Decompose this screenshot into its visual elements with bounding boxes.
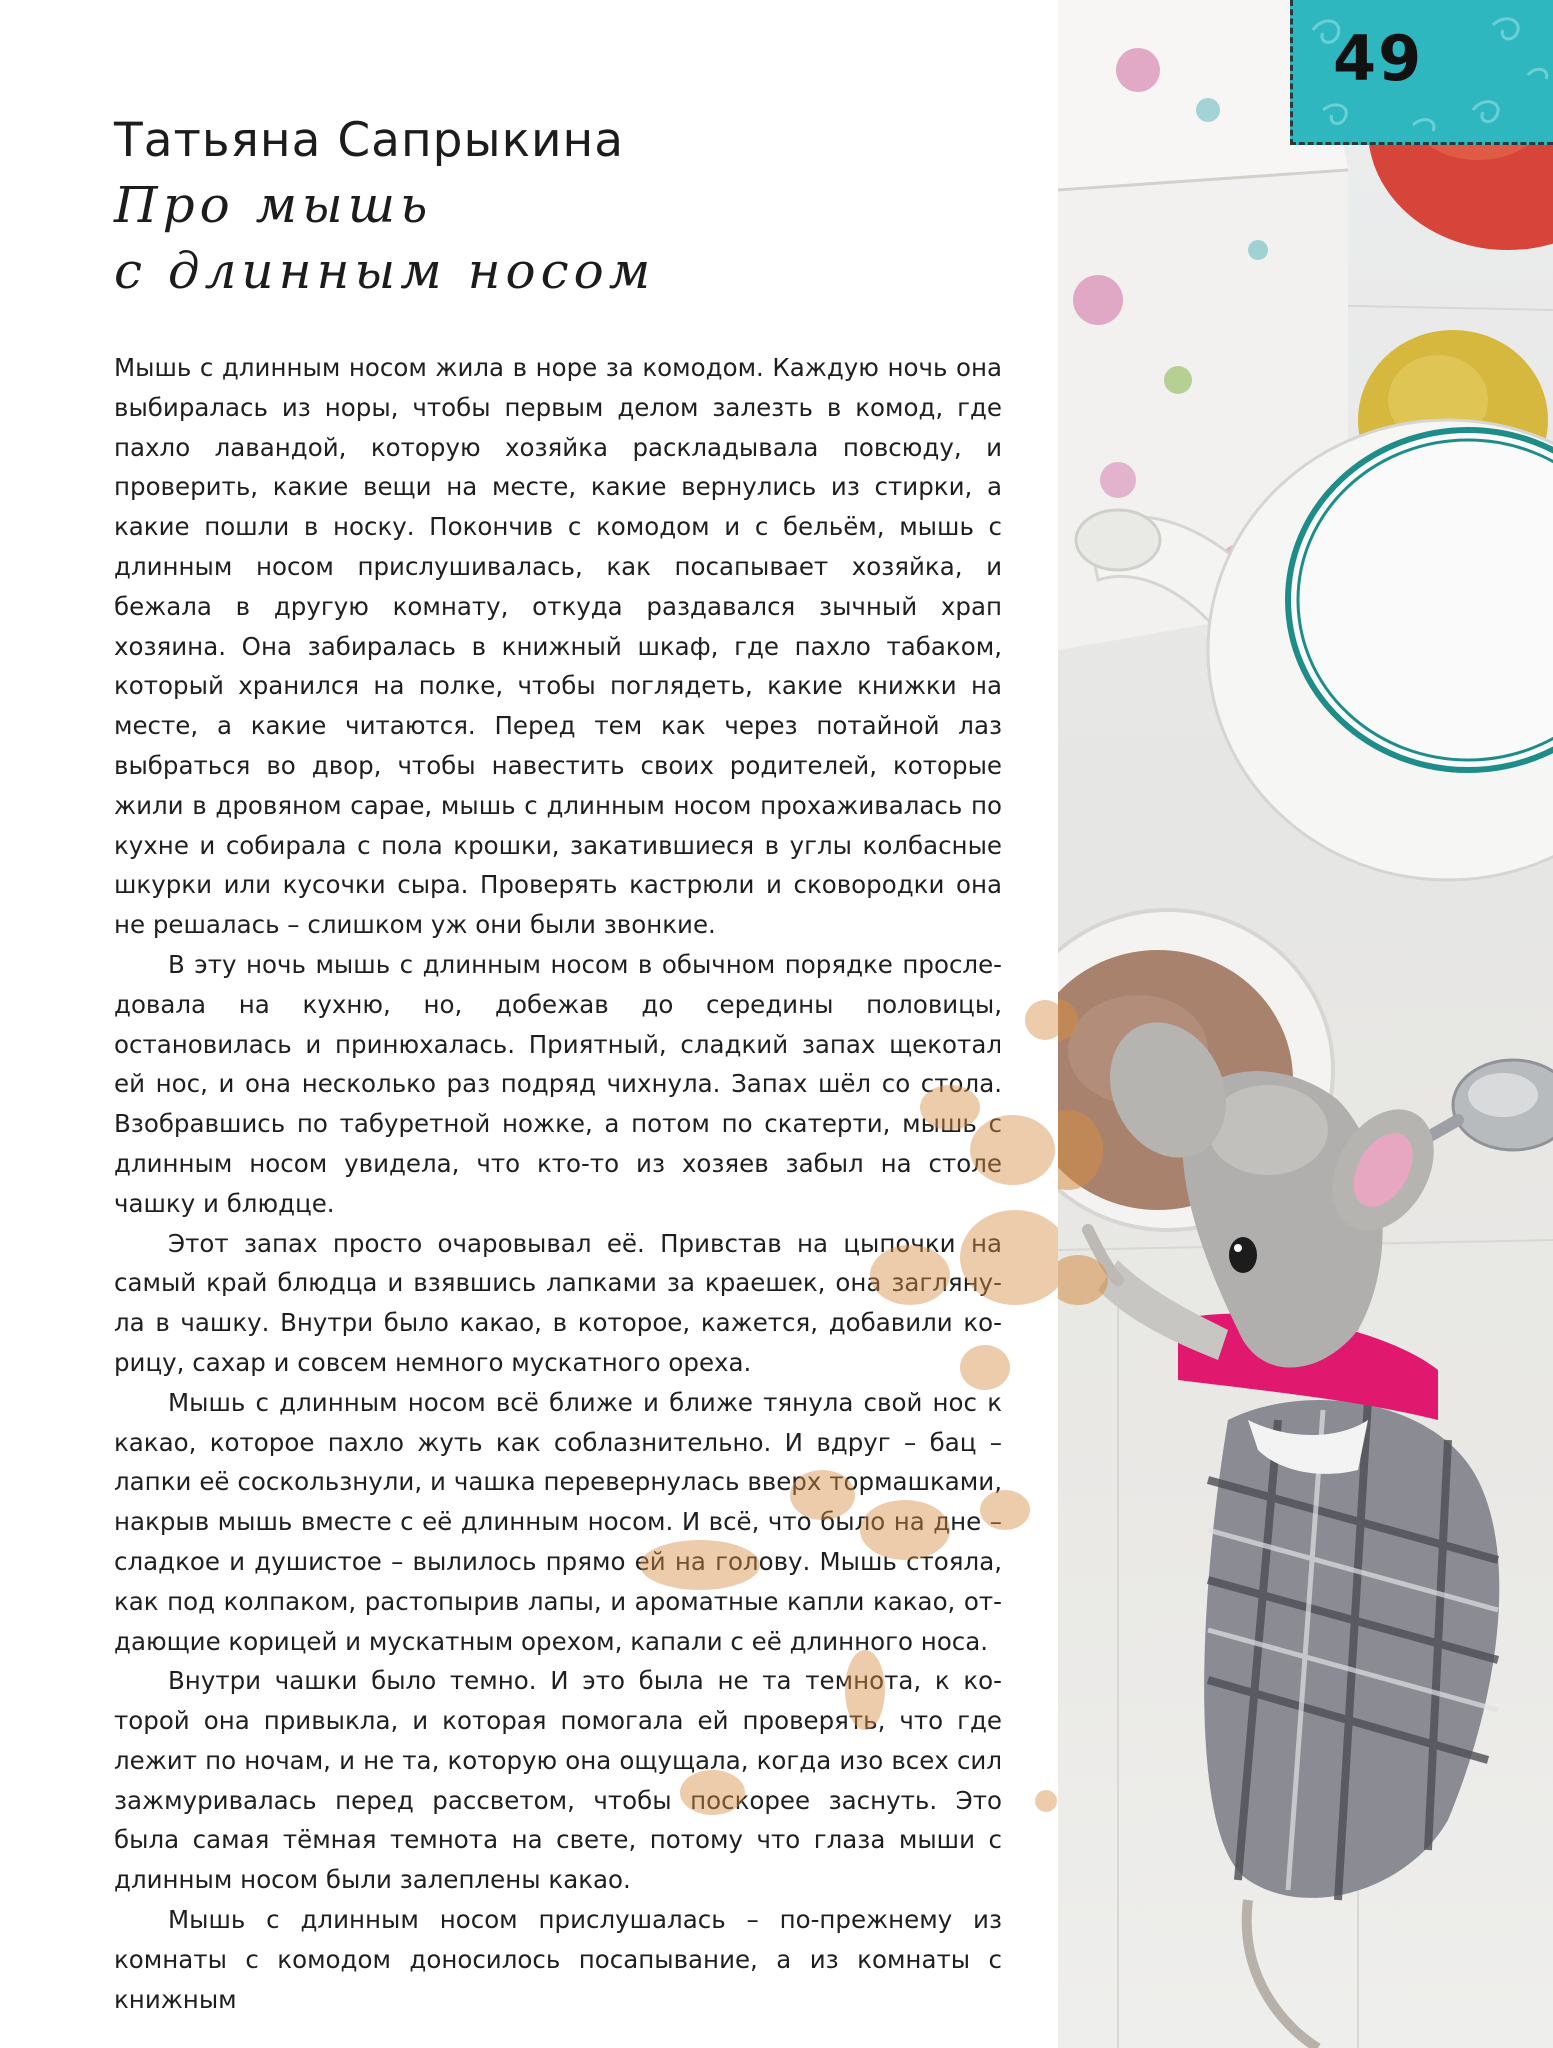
photo-scene (1058, 0, 1553, 2048)
title-block (114, 110, 1002, 304)
story-paragraph: Внутри чашки было темно. И это была не та темнота, к которой она привыкла, и которая помогала ей проверять, что где лежит по ночам, и не та, которую она ощущала, когда изо всех сил зажмуривалась перед рассветом, чтобы поскорее заснуть. Это была самая тёмная темнота на свете, потому что глаза мыши с длинным носом были залеплены какао. (114, 1666, 1002, 1895)
story-paragraph: Мышь с длинным носом всё ближе и ближе тянула свой нос к какао, которое пахло жуть как соблазнительно. И вдруг – бац – лапки её соскользнули, и чашка перевернулась вверх тормашками, накрыв мышь вместе с её длинным носом. И всё, что было на дне – сладкое и душистое – вылилось прямо ей на голову. Мышь стояла, как под колпаком, растопырив лапы, и ароматные капли какао, отдающие корицей и мускатным орехом, капали с её длинного носа. (114, 1387, 1002, 1656)
page-number-tab (1290, 0, 1553, 145)
story-paragraph: Мышь с длинным носом прислушалась – по-прежнему из комнаты с комодом доносилось посапывание, а из комнаты с книжным (114, 1905, 1002, 2014)
story-paragraph: В эту ночь мышь с длинным носом в обычном порядке проследовала на кухню, но, добежав до середины половицы, остановилась и принюхалась. Приятный, сладкий запах щекотал ей нос, и она несколько раз подряд чихнула. Запах шёл со стола. Взобравшись по табуретной ножке, а потом по скатерти, мышь с длинным носом увидела, что кто-то из хозяев забыл на столе чашку и блюдце. (114, 949, 1002, 1218)
story-column (114, 110, 1002, 2019)
page-number: 49 (1333, 22, 1424, 95)
illustration-photo (1058, 0, 1553, 2048)
author-name: Татьяна Сапрыкина (114, 113, 625, 168)
cocoa-stain (1035, 1790, 1057, 1812)
story-title-line-2: с длинным носом (114, 242, 656, 300)
story-title-line-1: Про мышь (114, 176, 433, 234)
story-paragraph: Мышь с длинным носом жила в норе за комодом. Каждую ночь она выбиралась из норы, чтобы первым делом залезть в комод, где пахло лавандой, которую хозяйка раскладывала повсюду, и проверить, какие вещи на месте, какие вернулись из стирки, а какие пошли в носку. Покончив с комодом и с бельём, мышь с длинным носом прислушивалась, как посапывает хозяйка, и бежала в другую комнату, откуда раздавался зычный храп хозяина. Она забиралась в книжный шкаф, где пахло табаком, который хранился на полке, чтобы поглядеть, какие книжки на месте, а какие читаются. Перед тем как через потайной лаз выбраться во двор, чтобы навестить своих родителей, которые жили в дровяном сарае, мышь с длинным носом прохаживалась по кухне и собирала с пола крошки, закатившиеся в углы колбасные шкурки или кусочки сыра. Проверять кастрюли и сковородки она не решалась – слишком уж они были звонкие. (114, 353, 1002, 940)
story-paragraph: Этот запах просто очаровывал её. Привстав на цыпочки на самый край блюдца и взявшись лапками за краешек, она заглянула в чашку. Внутри было какао, в которое, кажется, добавили корицу, сахар и совсем немного мускатного ореха. (114, 1228, 1002, 1377)
story-body (114, 348, 1002, 2019)
